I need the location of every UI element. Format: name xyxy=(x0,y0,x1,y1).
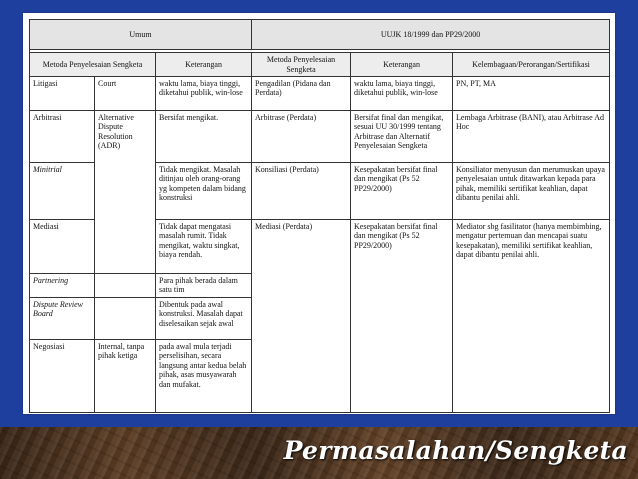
cell-metode-mediasi: Mediasi xyxy=(30,220,95,274)
dispute-comparison-table xyxy=(29,19,610,413)
cell-uujk-metode-mediasi: Mediasi (Perdata) xyxy=(252,220,351,413)
col-header-keterangan-uujk: Keterangan xyxy=(351,53,453,77)
cell-metode-minitrial: Minitrial xyxy=(30,163,95,220)
cell-sub-partnering-empty xyxy=(95,274,156,298)
document-sheet xyxy=(23,13,615,414)
cell-lembaga-litigasi: PN, PT, MA xyxy=(453,77,610,111)
cell-uujk-ket-mediasi: Kesepakatan bersifat final dan mengikat (Ps 52 PP29/2000) xyxy=(351,220,453,413)
cell-uujk-ket-arbitrase: Bersifat final dan mengikat, sesuai UU 30/1999 tentang Arbitrase dan Alternatif Penyelesaian Sengketa xyxy=(351,111,453,163)
cell-lembaga-arbitrase: Lembaga Arbitrase (BANI), atau Arbitrase Ad Hoc xyxy=(453,111,610,163)
cell-ket-drb: Dibentuk pada awal konstruksi. Masalah dapat diselesaikan sejak awal xyxy=(156,298,252,340)
cell-ket-partnering: Para pihak berada dalam satu tim xyxy=(156,274,252,298)
cell-ket-mediasi: Tidak dapat mengatasi masalah rumit. Tidak mengikat, waktu singkat, biaya rendah. xyxy=(156,220,252,274)
cell-ket-minitrial: Tidak mengikat. Masalah ditinjau oleh orang-orang yg kompeten dalam bidang konstruksi xyxy=(156,163,252,220)
cell-lembaga-konsiliasi: Konsiliator menyusun dan merumuskan upaya penyelesaian untuk ditawarkan kepada para pihak, memiliki sertifikat keahlian, dapat dibantu penilai ahli. xyxy=(453,163,610,220)
col-header-keterangan-umum: Keterangan xyxy=(156,53,252,77)
table-row xyxy=(30,111,610,163)
cell-metode-arbitrasi: Arbitrasi xyxy=(30,111,95,163)
cell-sub-litigasi: Court xyxy=(95,77,156,111)
cell-metode-litigasi: Litigasi xyxy=(30,77,95,111)
cell-adr-group: Alternative Dispute Resolution (ADR) xyxy=(95,111,156,274)
header-umum: Umum xyxy=(30,20,252,50)
col-header-metode-umum: Metoda Penyelesaian Sengketa xyxy=(30,53,156,77)
slide-title: Permasalahan/Sengketa xyxy=(283,436,628,465)
cell-uujk-ket-konsiliasi: Kesepakatan bersifat final dan mengikat (Ps 52 PP29/2000) xyxy=(351,163,453,220)
cell-ket-negosiasi: pada awal mula terjadi perselisihan, secara langsung antar kedua belah pihak, asas musyawarah dan mufakat. xyxy=(156,340,252,413)
cell-sub-drb-empty xyxy=(95,298,156,340)
cell-uujk-metode-litigasi: Pengadilan (Pidana dan Perdata) xyxy=(252,77,351,111)
cell-lembaga-mediasi: Mediator sbg fasilitator (hanya membimbing, mengatur pertemuan dan mencapai suatu kesepakatan), memiliki sertifikat keahlian, dapat dibantu penilai ahli. xyxy=(453,220,610,413)
footer-banner xyxy=(0,427,638,479)
col-header-metode-uujk: Metoda Penyelesaian Sengketa xyxy=(252,53,351,77)
cell-uujk-metode-arbitrase: Arbitrase (Perdata) xyxy=(252,111,351,163)
cell-uujk-metode-konsiliasi: Konsiliasi (Perdata) xyxy=(252,163,351,220)
cell-ket-arbitrasi: Bersifat mengikat. xyxy=(156,111,252,163)
cell-metode-drb: Dispute Review Board xyxy=(30,298,95,340)
header-uujk: UUJK 18/1999 dan PP29/2000 xyxy=(252,20,610,50)
cell-uujk-ket-litigasi: waktu lama, biaya tinggi, diketahui publik, win-lose xyxy=(351,77,453,111)
col-header-kelembagaan: Kelembagaan/Perorangan/Sertifikasi xyxy=(453,53,610,77)
cell-ket-litigasi: waktu lama, biaya tinggi, diketahui publik, win-lose xyxy=(156,77,252,111)
table-row xyxy=(30,77,610,111)
cell-sub-negosiasi: Internal, tanpa pihak ketiga xyxy=(95,340,156,413)
cell-metode-negosiasi: Negosiasi xyxy=(30,340,95,413)
cell-metode-partnering: Partnering xyxy=(30,274,95,298)
